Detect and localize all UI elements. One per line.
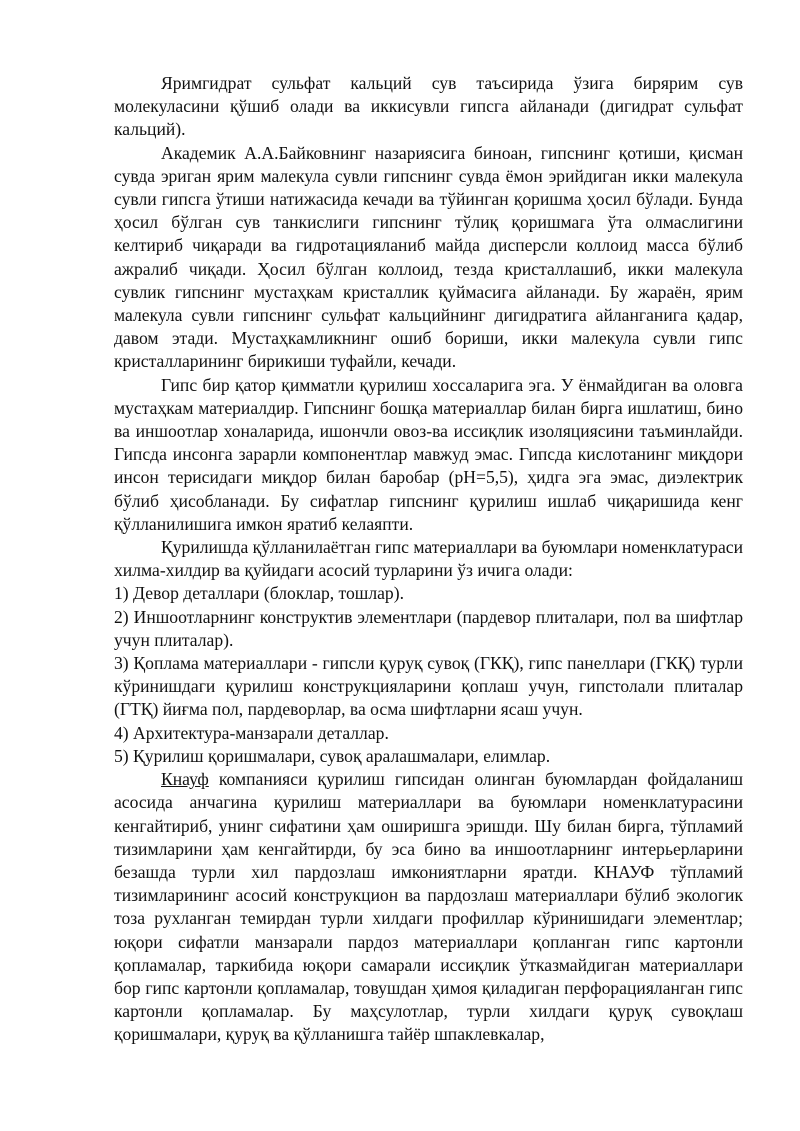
list-item-mortars: 5) Қурилиш қоришмалари, сувоқ аралашмалари, елимлар. <box>114 745 551 766</box>
paragraph-nomenclature: Қурилишда қўлланилаётган гипс материаллари ва буюмлари номенклатураси хилма-хилдир ва қуйидаги асосий турларини ўз ичига олади: <box>114 537 743 581</box>
paragraph-knauf <box>114 768 743 1046</box>
paragraph-dihydrate: Яримгидрат сульфат кальций сув таъсирида ўзига бирярим сув молекуласини қўшиб олади ва иккисувли гипсга айланади (дигидрат сульфат кальций). <box>114 73 743 140</box>
knauf-link[interactable]: Кнауф <box>161 769 209 790</box>
list-item-wall-details: 1) Девор деталлари (блоклар, тошлар). <box>114 583 404 604</box>
document-page <box>114 72 743 1047</box>
knauf-paragraph-text: компанияси қурилиш гипсидан олинган буюмлардан фойдаланиш асосида анчагина қурилиш материаллари ва буюмлари номенклатурасини кенгайтириб, унинг сифатини ҳам оширишга эришди. Шу билан бирга, тўпламий тизимларини ҳам кенгайтирди, бу эса бино ва иншоотларнинг интерьерларини безашда турли хил пардозлаш имкониятларни яратди. КНАУФ тўпламий тизимларининг асосий конструкцион ва пардозлаш материаллари бўлиб экологик тоза рухланган темирдан турли хилдаги профиллар кўринишидаги элементлар; юқори сифатли манзарали пардоз материаллари қопланган гипс картонли қопламалар, таркибида юқори самарали иссиқлик ўтказмайдиган материаллари бор гипс картонли қопламалар, товушдан ҳимоя қиладиган перфорацияланган гипс картонли қопламалар. Бу маҳсулотлар, турли хилдаги қуруқ сувоқлаш қоришмалари, қуруқ ва қўлланишга тайёр шпаклевкалар, <box>114 769 743 1045</box>
list-item-architectural-details: 4) Архитектура-манзарали деталлар. <box>114 722 389 743</box>
list-item-structural-elements: 2) Иншоотларнинг конструктив элементлари (пардевор плиталари, пол ва шифтлар учун плиталар). <box>114 606 743 650</box>
paragraph-baykov-theory: Академик А.А.Байковнинг назариясига биноан, гипснинг қотиши, қисман сувда эриган ярим малекула сувли гипснинг сувда ёмон эрийдиган икки малекула сувли гипсга ўтиши натижасида кечади ва тўйинган қоришма ҳосил бўлади. Бунда ҳосил бўлган сув танкислиги гипснинг тўлиқ қоришмага ўта олмаслигини келтириб чиқаради ва гидротацияланиб майда дисперсли коллоид масса бўлиб ажралиб чиқади. Ҳосил бўлган коллоид, тезда кристаллашиб, икки малекула сувлик гипснинг мустаҳкам кристаллик қуймасига айланади. Бу жараён, ярим малекула сувли гипснинг сульфат кальцийнинг дигидратига айланганига қадар, давом этади. Мустаҳкамликнинг ошиб бориши, икки малекула сувли гипс кристалларининг бирикиши туфайли, кечади. <box>114 142 743 372</box>
paragraph-gypsum-properties: Гипс бир қатор қимматли қурилиш хоссаларига эга. У ёнмайдиган ва оловга мустаҳкам материалдир. Гипснинг бошқа материаллар билан бирга ишлатиш, бино ва иншоотлар хоналарида, ишончли овоз-ва иссиқлик изоляциясини таъминлайди. Гипсда инсонга зарарли компонентлар мавжуд эмас. Гипсда кислотанинг миқдори инсон терисидаги миқдор билан баробар (pH=5,5), ҳидга эга эмас, диэлектрик бўлиб ҳисобланади. Бу сифатлар гипснинг қурилиш ишлаб чиқаришида кенг қўлланилишига имкон яратиб келаяпти. <box>114 374 743 534</box>
list-item-cladding-materials: 3) Қоплама материаллари - гипсли қуруқ сувоқ (ГКҚ), гипс панеллари (ГКҚ) турли кўринишдаги қурилиш конструкцияларини қоплаш учун, гипстолали плиталар (ГТҚ) йиғма пол, пардеворлар, ва осма шифтларни ясаш учун. <box>114 653 743 720</box>
